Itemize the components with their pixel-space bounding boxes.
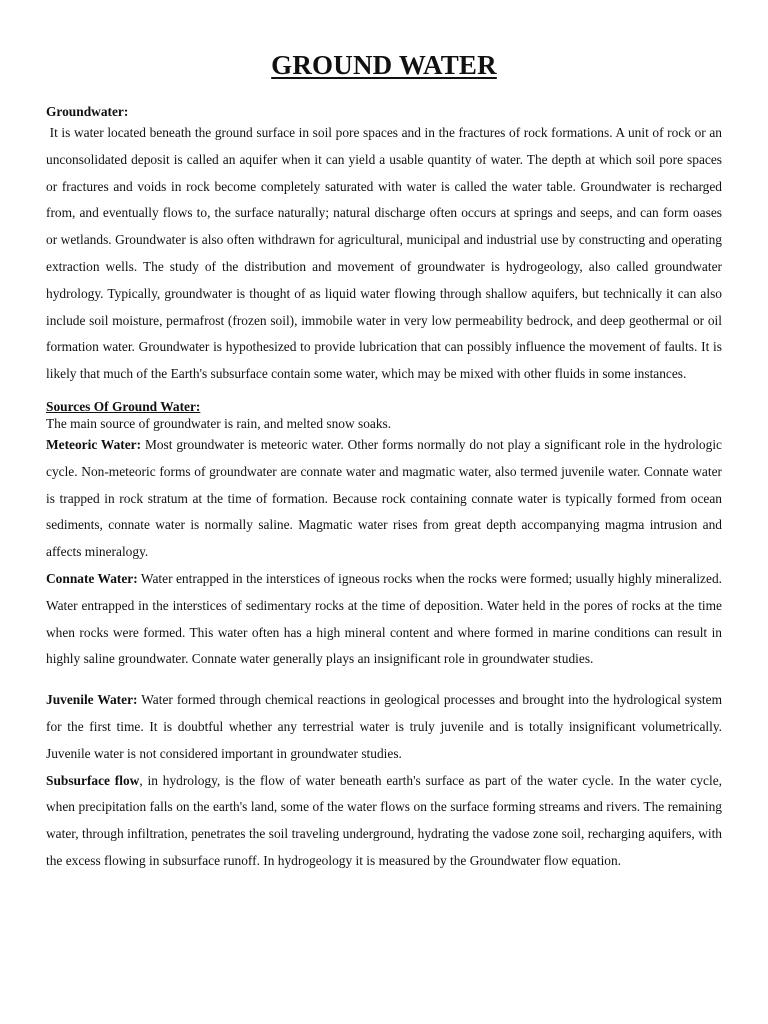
juvenile-text: Water formed through chemical reactions in geological processes and brought into the hydrological system for the first time. It is doubtful whether any terrestrial water is truly juvenile and is totally insignificant volumetrically. Juvenile water is not considered important in groundwater studies.	[46, 692, 723, 761]
sources-intro: The main source of groundwater is rain, and melted snow soaks.	[46, 415, 392, 431]
subsurface-text: , in hydrology, is the flow of water beneath earth's surface as part of the water cycle. In the water cycle, when precipitation falls on the earth's land, some of the water flows on the surface forming streams and rivers. The remaining water, through infiltration, penetrates the soil traveling underground, hydrating the vadose zone soil, recharging aquifers, with the excess flowing in subsurface runoff. In hydrogeology it is measured by the Groundwater flow equation.	[46, 772, 722, 868]
paragraph-meteoric	[46, 432, 722, 566]
connate-lead: Connate Water:	[46, 570, 138, 586]
section-heading-groundwater: Groundwater:	[46, 104, 129, 119]
spacer	[46, 388, 722, 398]
juvenile-lead: Juvenile Water:	[46, 692, 138, 708]
subsurface-lead: Subsurface flow	[46, 772, 140, 788]
section-heading-sources: Sources Of Ground Water:	[46, 398, 201, 414]
meteoric-lead: Meteoric Water:	[46, 436, 142, 452]
paragraph-groundwater-text: It is water located beneath the ground surface in soil pore spaces and in the fractures of rock formations. A unit of rock or an unconsolidated deposit is called an aquifer when it can yield a usable quantity of water. The depth at which soil pore spaces or fractures and voids in rock become completely saturated with water is called the water table. Groundwater is recharged from, and eventually flows to, the surface naturally; natural discharge often occurs at springs and seeps, and can form oases or wetlands. Groundwater is also often withdrawn for agricultural, municipal and industrial use by constructing and operating extraction wells. The study of the distribution and movement of groundwater is hydrogeology, also called groundwater hydrology. Typically, groundwater is thought of as liquid water flowing through shallow aquifers, but technically it can also include soil moisture, permafrost (frozen soil), immobile water in very low permeability bedrock, and deep geothermal or oil formation water. Groundwater is hypothesized to provide lubrication that can possibly influence the movement of faults. It is likely that much of the Earth's subsurface contain some water, which may be mixed with other fluids in some instances.	[46, 125, 722, 382]
spacer	[46, 673, 722, 687]
paragraph-subsurface	[46, 768, 722, 875]
paragraph-connate	[46, 566, 722, 673]
document-title: GROUND WATER	[271, 50, 497, 80]
paragraph-groundwater	[46, 120, 722, 388]
meteoric-text: Most groundwater is meteoric water. Other forms normally do not play a significant role in the hydrologic cycle. Non-meteoric forms of groundwater are connate water and magmatic water, also termed juvenile water. Connate water is trapped in rock stratum at the time of formation. Because rock containing connate water is typically formed from ocean sediments, connate water is normally saline. Magmatic water rises from great depth accompanying magma intrusion and affects mineralogy.	[46, 436, 722, 560]
connate-text: Water entrapped in the interstices of igneous rocks when the rocks were formed; usually highly mineralized. Water entrapped in the interstices of sedimentary rocks at the time of deposition. Water held in the pores of rocks at the time when rocks were formed. This water often has a high mineral content and where formed in marine conditions can result in highly saline groundwater. Connate water generally plays an insignificant role in groundwater studies.	[46, 570, 722, 667]
paragraph-juvenile	[46, 687, 722, 767]
